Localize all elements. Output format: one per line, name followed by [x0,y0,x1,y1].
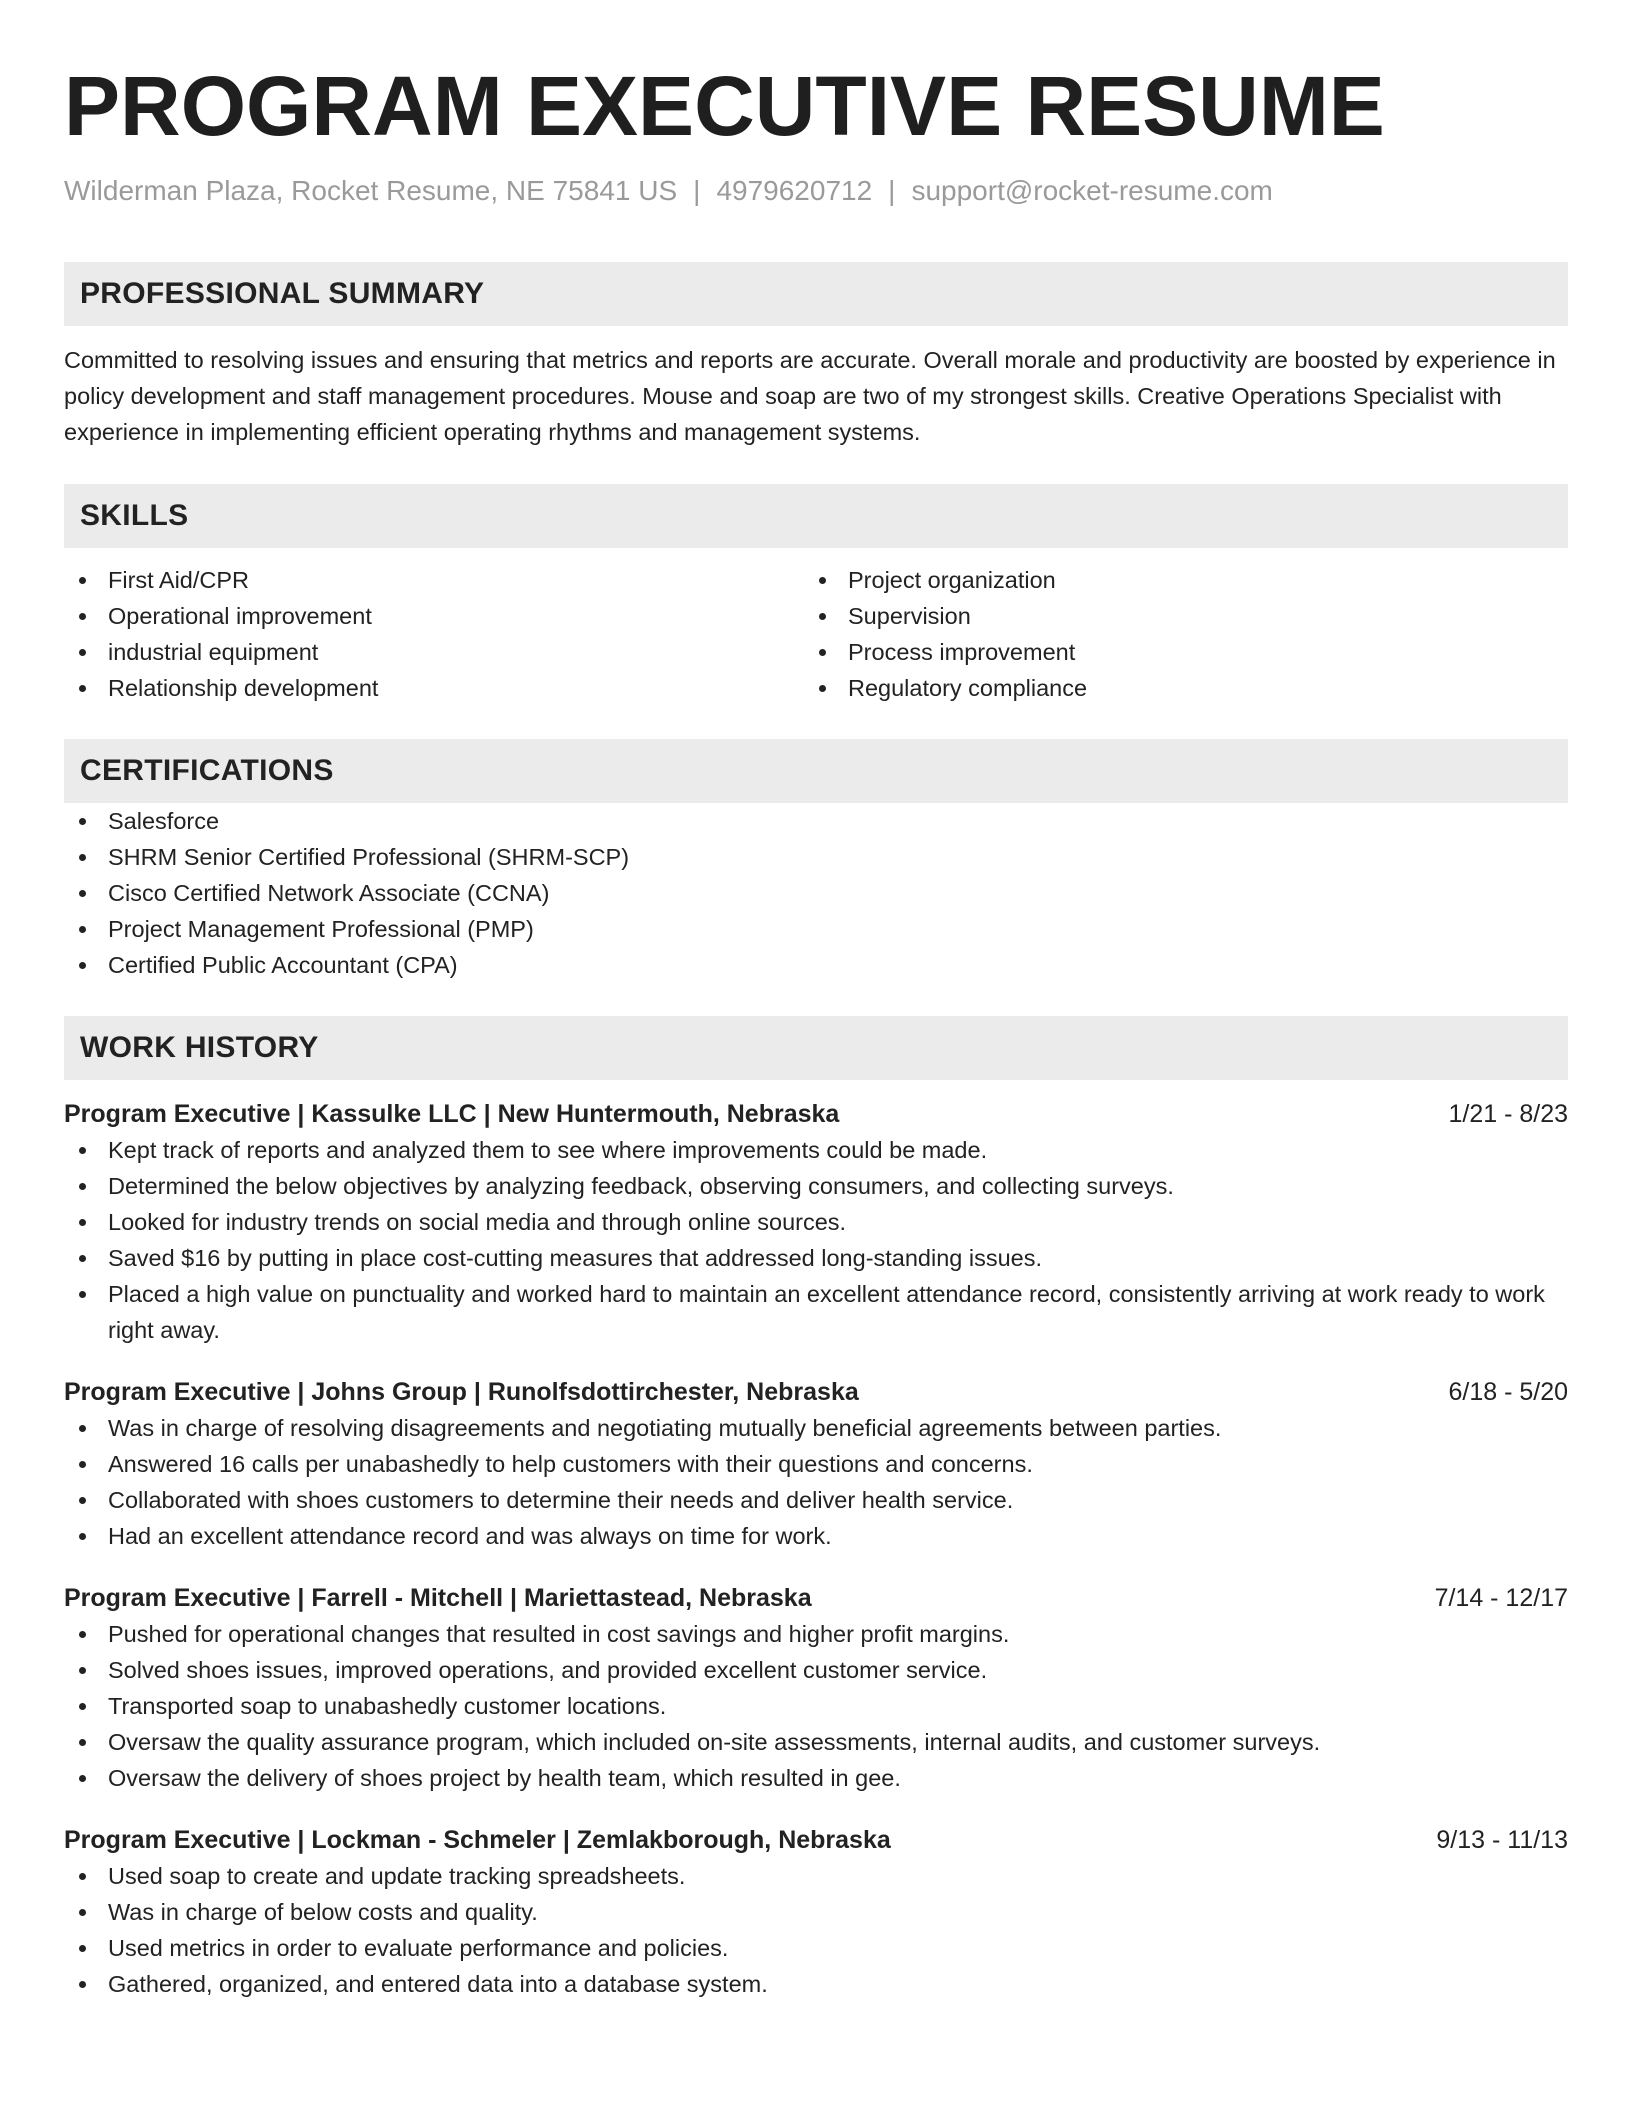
certifications-list [64,803,1568,983]
job-bullet-list [64,1410,1568,1554]
section-heading-summary: PROFESSIONAL SUMMARY [64,262,1568,326]
contact-separator: | [693,175,701,206]
skill-item: Regulatory compliance [804,670,1544,706]
job-entry [64,1580,1568,1796]
job-bullet-list [64,1132,1568,1348]
contact-line [64,174,1568,208]
job-bullet: Used metrics in order to evaluate performance and policies. [64,1930,1568,1966]
skills-list-left [64,562,804,706]
job-bullet: Placed a high value on punctuality and worked hard to maintain an excellent attendance record, consistently arriving at work ready to work right away. [64,1276,1568,1348]
job-title: Program Executive | Farrell - Mitchell | Mariettastead, Nebraska [64,1584,812,1612]
job-bullet-list [64,1858,1568,2002]
skill-item: Relationship development [64,670,804,706]
job-bullet-list [64,1616,1568,1796]
job-title: Program Executive | Lockman - Schmeler | Zemlakborough, Nebraska [64,1826,891,1854]
job-title: Program Executive | Johns Group | Runolfsdottirchester, Nebraska [64,1378,859,1406]
job-bullet: Determined the below objectives by analyzing feedback, observing consumers, and collecting surveys. [64,1168,1568,1204]
job-bullet: Pushed for operational changes that resulted in cost savings and higher profit margins. [64,1616,1568,1652]
job-dates: 1/21 - 8/23 [1448,1100,1568,1128]
job-header [64,1580,1568,1616]
contact-email: support@rocket-resume.com [911,175,1273,206]
job-bullet: Saved $16 by putting in place cost-cutting measures that addressed long-standing issues. [64,1240,1568,1276]
certification-item: Certified Public Accountant (CPA) [64,947,1568,983]
job-entry [64,1822,1568,2002]
section-heading-skills: SKILLS [64,484,1568,548]
job-header [64,1374,1568,1410]
skills-list-right [804,562,1544,706]
job-bullet: Was in charge of below costs and quality. [64,1894,1568,1930]
certification-item: Salesforce [64,803,1568,839]
job-bullet: Solved shoes issues, improved operations, and provided excellent customer service. [64,1652,1568,1688]
job-bullet: Looked for industry trends on social media and through online sources. [64,1204,1568,1240]
certification-item: SHRM Senior Certified Professional (SHRM-SCP) [64,839,1568,875]
job-entry [64,1374,1568,1554]
job-header [64,1822,1568,1858]
job-bullet: Kept track of reports and analyzed them to see where improvements could be made. [64,1132,1568,1168]
skill-item: Operational improvement [64,598,804,634]
contact-separator: | [888,175,896,206]
job-dates: 7/14 - 12/17 [1434,1584,1568,1612]
contact-phone: 4979620712 [716,175,873,206]
skill-item: Supervision [804,598,1544,634]
job-title: Program Executive | Kassulke LLC | New Huntermouth, Nebraska [64,1100,840,1128]
skill-item: Project organization [804,562,1544,598]
certification-item: Project Management Professional (PMP) [64,911,1568,947]
contact-address: Wilderman Plaza, Rocket Resume, NE 75841 US [64,175,678,206]
job-header [64,1096,1568,1132]
certification-item: Cisco Certified Network Associate (CCNA) [64,875,1568,911]
skill-item: industrial equipment [64,634,804,670]
job-dates: 9/13 - 11/13 [1436,1826,1568,1854]
resume-title: PROGRAM EXECUTIVE RESUME [64,59,1385,153]
skill-item: First Aid/CPR [64,562,804,598]
job-bullet: Answered 16 calls per unabashedly to help customers with their questions and concerns. [64,1446,1568,1482]
job-bullet: Was in charge of resolving disagreements and negotiating mutually beneficial agreements between parties. [64,1410,1568,1446]
job-bullet: Used soap to create and update tracking spreadsheets. [64,1858,1568,1894]
job-bullet: Oversaw the delivery of shoes project by health team, which resulted in gee. [64,1760,1568,1796]
job-bullet: Gathered, organized, and entered data into a database system. [64,1966,1568,2002]
skills-grid [64,562,1568,706]
job-bullet: Had an excellent attendance record and was always on time for work. [64,1518,1568,1554]
job-dates: 6/18 - 5/20 [1448,1378,1568,1406]
section-heading-work-history: WORK HISTORY [64,1016,1568,1080]
job-bullet: Transported soap to unabashedly customer locations. [64,1688,1568,1724]
summary-text: Committed to resolving issues and ensuring that metrics and reports are accurate. Overall morale and productivity are boosted by experience in policy development and staff management procedures. Mouse and soap are two of my strongest skills. Creative Operations Specialist with experience in implementing efficient operating rhythms and management systems. [64,347,1556,445]
job-bullet: Collaborated with shoes customers to determine their needs and deliver health service. [64,1482,1568,1518]
job-bullet: Oversaw the quality assurance program, which included on-site assessments, internal audits, and customer surveys. [64,1724,1568,1760]
section-heading-certifications: CERTIFICATIONS [64,739,1568,803]
job-entry [64,1096,1568,1348]
skill-item: Process improvement [804,634,1544,670]
